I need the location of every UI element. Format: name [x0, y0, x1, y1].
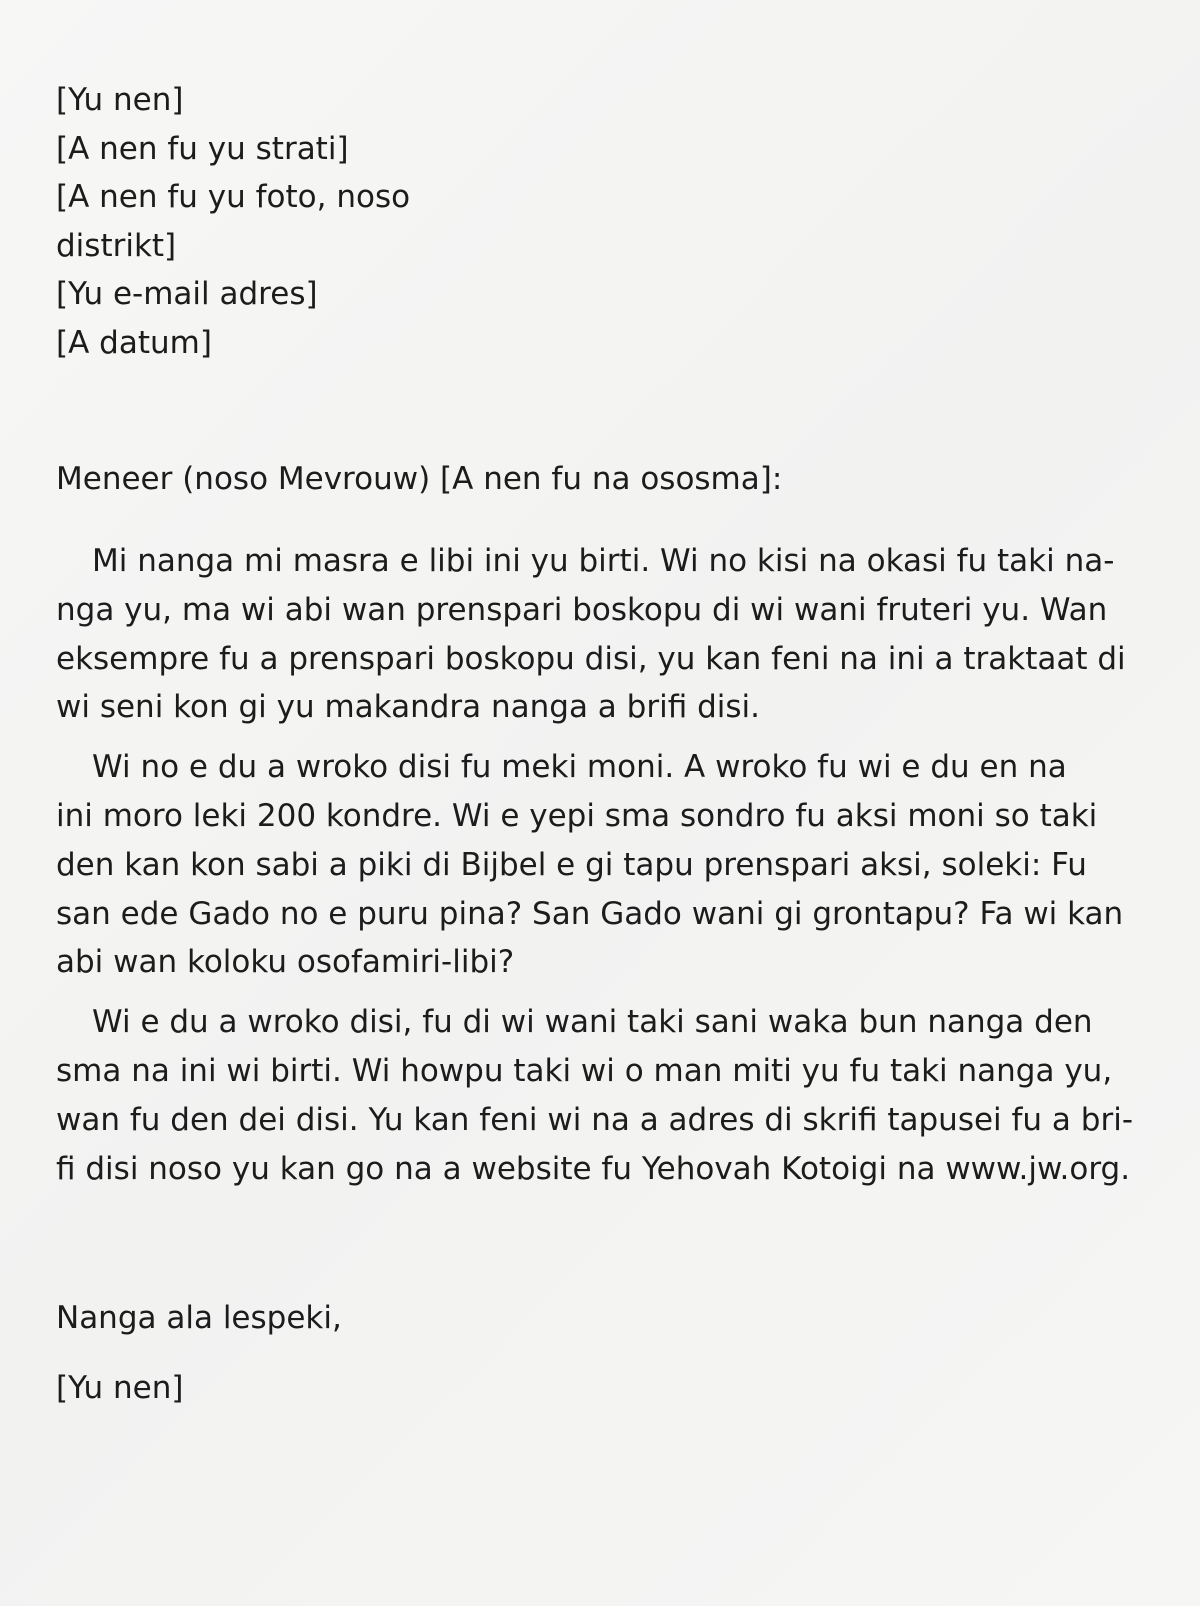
paragraph-line: fi disi noso yu kan go na a website fu Yehovah Kotoigi na www.jw.org.	[56, 1150, 1131, 1187]
sender-street: [A nen fu yu strati]	[56, 130, 349, 167]
paragraph-line: Mi nanga mi masra e libi ini yu birti. Wi no kisi na okasi fu taki na-	[92, 543, 1115, 579]
paragraph-line: nga yu, ma wi abi wan prenspari boskopu di wi wani fruteri yu. Wan	[56, 591, 1108, 628]
signature-name: [Yu nen]	[56, 1370, 184, 1406]
sender-email: [Yu e-mail adres]	[56, 276, 318, 312]
body-paragraph-1	[56, 537, 1146, 732]
sender-address-block	[56, 76, 436, 367]
paragraph-line: ini moro leki 200 kondre. Wi e yepi sma sondro fu aksi moni so taki	[56, 797, 1098, 834]
paragraph-line: Wi e du a wroko disi, fu di wi wani taki sani waka bun nanga den	[92, 1004, 1093, 1041]
paragraph-line: den kan kon sabi a piki di Bijbel e gi tapu prenspari aksi, soleki: Fu	[56, 846, 1087, 883]
salutation: Meneer (noso Mevrouw) [A nen fu na ososma]:	[56, 461, 783, 497]
sender-date: [A datum]	[56, 324, 212, 361]
sender-name: [Yu nen]	[56, 82, 184, 118]
body-paragraph-3	[56, 998, 1146, 1193]
paragraph-line: wi seni kon gi yu makandra nanga a brifi disi.	[56, 689, 760, 726]
sender-city-line-2: distrikt]	[56, 227, 177, 264]
paragraph-line: Wi no e du a wroko disi fu meki moni. A wroko fu wi e du en na	[92, 749, 1067, 786]
paragraph-line: abi wan koloku osofamiri-libi?	[56, 944, 515, 981]
paragraph-line: san ede Gado no e puru pina? San Gado wani gi grontapu? Fa wi kan	[56, 895, 1124, 932]
sender-city-line-1: [A nen fu yu foto, noso	[56, 179, 411, 215]
paragraph-line: wan fu den dei disi. Yu kan feni wi na a adres di skrifi tapusei fu a bri-	[56, 1101, 1134, 1138]
letter-body	[56, 537, 1146, 1204]
body-paragraph-2	[56, 743, 1146, 987]
paragraph-line: sma na ini wi birti. Wi howpu taki wi o man miti yu fu taki nanga yu,	[56, 1052, 1113, 1089]
paragraph-line: eksempre fu a prenspari boskopu disi, yu kan feni na ini a traktaat di	[56, 640, 1126, 677]
closing-phrase: Nanga ala lespeki,	[56, 1300, 342, 1336]
